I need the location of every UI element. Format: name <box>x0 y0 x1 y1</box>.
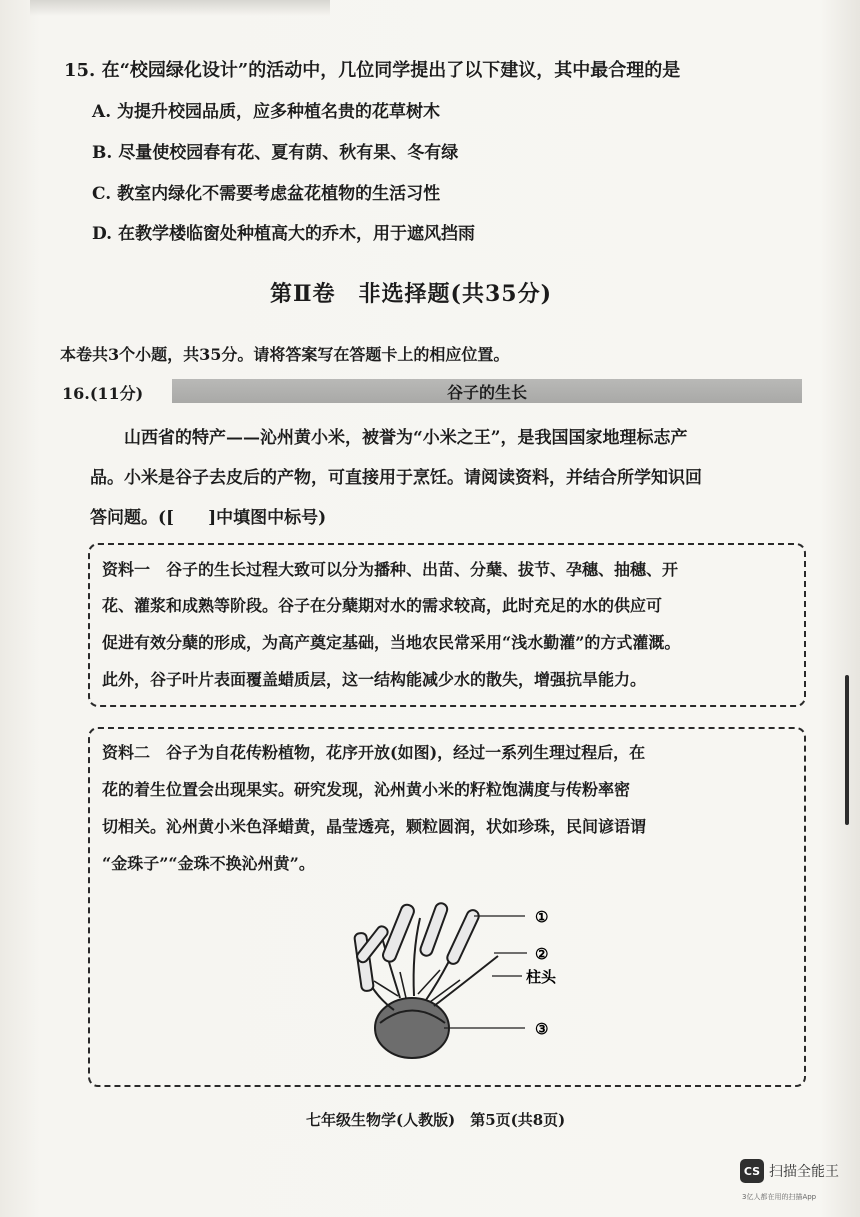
diagram-label-1: ① <box>535 908 549 926</box>
leader-lines <box>444 916 527 1028</box>
flower-drawing <box>354 902 498 1058</box>
camscanner-logo <box>740 1159 764 1183</box>
scan-smudge <box>30 0 330 16</box>
millet-flower-diagram <box>330 898 590 1068</box>
diagram-label-stigma: 柱头 <box>526 968 557 986</box>
intro-line-3: 答问题。([ ]中填图中标号) <box>90 508 327 528</box>
watermark-title: 扫描全能王 <box>769 1164 839 1180</box>
material-2-line: “金珠子”“金珠不换沁州黄”。 <box>102 854 315 873</box>
question-16-banner <box>172 379 802 403</box>
page-footer: 七年级生物学(人教版) 第5页(共8页) <box>306 1111 566 1129</box>
option-b: B. 尽量使校园春有花、夏有荫、秋有果、冬有绿 <box>92 143 459 163</box>
material-1-line: 促进有效分蘖的形成，为高产奠定基础，当地农民常采用“浅水勤灌”的方式灌溉。 <box>102 633 681 652</box>
section-instruction: 本卷共3个小题，共35分。请将答案写在答题卡上的相应位置。 <box>60 345 510 364</box>
material-1-line: 此外，谷子叶片表面覆盖蜡质层，这一结构能减少水的散失，增强抗旱能力。 <box>102 670 647 689</box>
question-15-stem: 15. 在“校园绿化设计”的活动中，几位同学提出了以下建议，其中最合理的是 <box>64 60 681 81</box>
watermark-subtitle: 3亿人都在用的扫描App <box>742 1193 817 1201</box>
diagram-label-3: ③ <box>535 1020 549 1038</box>
banner-title: 谷子的生长 <box>446 382 527 402</box>
option-c: C. 教室内绿化不需要考虑盆花植物的生活习性 <box>92 184 441 204</box>
option-a: A. 为提升校园品质，应多种植名贵的花草树木 <box>92 102 441 122</box>
intro-line-1: 山西省的特产——沁州黄小米，被誉为“小米之王”，是我国国家地理标志产 <box>124 428 688 448</box>
section-title: 第Ⅱ卷 非选择题(共35分) <box>270 281 552 307</box>
question-16-number: 16.(11分) <box>62 384 144 403</box>
material-2-line: 切相关。沁州黄小米色泽蜡黄，晶莹透亮，颗粒圆润，状如珍珠，民间谚语谓 <box>102 817 647 836</box>
scrollbar[interactable] <box>845 675 849 825</box>
material-2-line: 资料二 谷子为自花传粉植物，花序开放(如图)，经过一系列生理过程后，在 <box>102 743 646 762</box>
material-2-line: 花的着生位置会出现果实。研究发现，沁州黄小米的籽粒饱满度与传粉率密 <box>102 780 631 799</box>
diagram-label-2: ② <box>535 945 549 963</box>
material-1-line: 资料一 谷子的生长过程大致可以分为播种、出苗、分蘖、拔节、孕穗、抽穗、开 <box>102 560 679 579</box>
intro-line-2: 品。小米是谷子去皮后的产物，可直接用于烹饪。请阅读资料，并结合所学知识回 <box>90 468 702 488</box>
option-d: D. 在教学楼临窗处种植高大的乔木，用于遮风挡雨 <box>92 224 475 244</box>
camscanner-logo-text: CS <box>743 1164 761 1178</box>
material-1-line: 花、灌浆和成熟等阶段。谷子在分蘖期对水的需求较高，此时充足的水的供应可 <box>102 596 663 615</box>
